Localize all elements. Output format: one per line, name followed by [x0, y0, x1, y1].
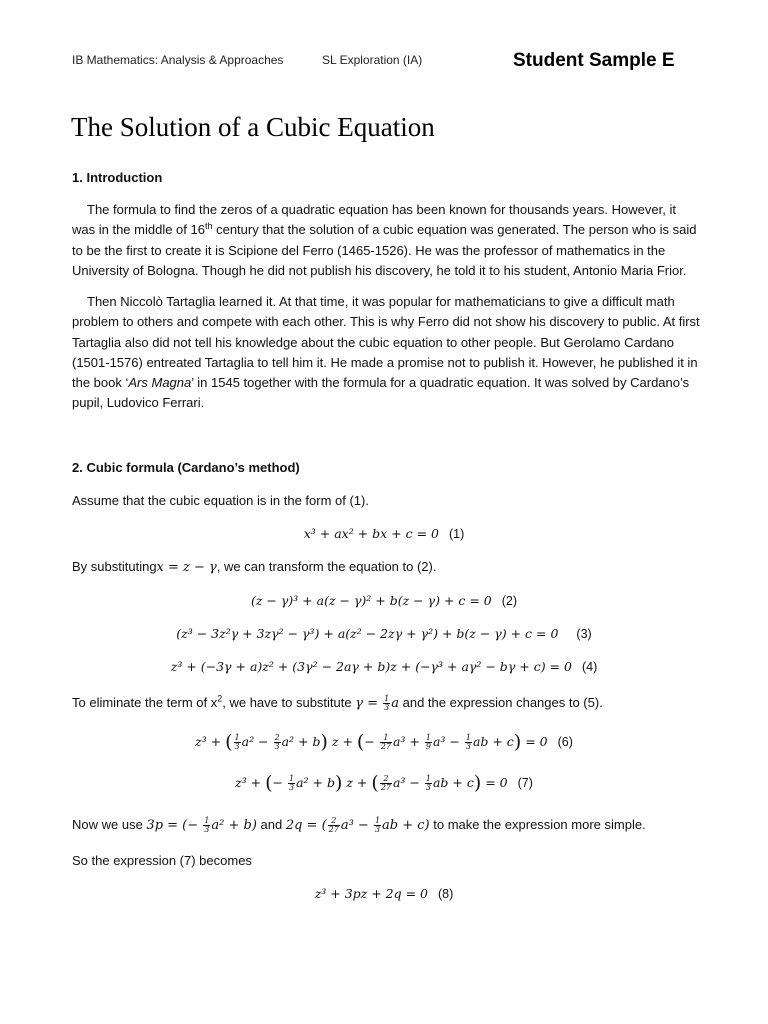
equation-4: z³ + (−3γ + a)z² + (3γ² − 2aγ + b)z + (−γ³ + aγ² − bγ + c) = 0 (4)	[170, 659, 598, 674]
section-2-heading: 2. Cubic formula (Cardano’s method)	[72, 460, 300, 475]
substitution-text: By substitutingx = z − γ, we can transform the equation to (2).	[72, 559, 437, 575]
equation-8: z³ + 3pz + 2q = 0 (8)	[314, 886, 454, 901]
header-course: IB Mathematics: Analysis & Approaches	[72, 53, 284, 67]
equation-1: x³ + ax² + bx + c = 0 (1)	[303, 526, 465, 541]
document-title: The Solution of a Cubic Equation	[71, 112, 435, 142]
equation-7: z³ + (− $\frac{1}{3}$ a² + b) z + ( $\frac{2}{27}$ a³ − $\frac{1}{3}$ ab + c) = 0 (7)	[235, 772, 533, 794]
elimination-text: To eliminate the term of $x^2$, we have to substitute γ = $\frac{1}{3}$ a and the expression changes to (5).	[72, 693, 603, 712]
equation-2: (z − γ)³ + a(z − γ)² + b(z − γ) + c = 0 (2)	[250, 593, 518, 608]
header-exploration: SL Exploration (IA)	[322, 53, 423, 67]
intro-paragraph-2: Then Niccolò Tartaglia learned it. At that time, it was popular for mathematicians to give a difficult math problem to others and compete with each other. This is why Ferro did not show his discovery to public. At first Tartaglia also did not tell his knowledge about the cubic equation to other people. But Gerolamo Cardano (1501-1576) entreated Tartaglia to tell him it. He made a promise not to publish it. However, he published it in the book ‘Ars Magna’ in 1545 together with the formula for a quadratic equation. It was solved by Cardano’s pupil, Ludovico Ferrari.	[72, 294, 700, 411]
intro-paragraph-1: The formula to find the zeros of a quadratic equation has been known for thousands years. However, it was in the middle of 16th century that the solution of a cubic equation was generated. The person who is said to be the first to create it is Scipione del Ferro (1465-1526). He was the professor of mathematics in the University of Bologna. Though he did not publish his discovery, he told it to his student, Antonio Maria Frior.	[72, 202, 697, 278]
so-expression-text: So the expression (7) becomes	[72, 853, 252, 868]
section-1-heading: 1. Introduction	[72, 170, 163, 185]
equation-3: (z³ − 3z²γ + 3zγ² − γ³) + a(z² − 2zγ + γ²) + b(z − γ) + c = 0 (3)	[176, 626, 592, 641]
assume-text: Assume that the cubic equation is in the form of (1).	[72, 493, 369, 508]
equation-6: z³ + ( $\frac{1}{3}$ a² − $\frac{2}{3}$ a² + b) z + (− $\frac{1}{27}$ a³ + $\frac{1}{9}$ a³ − $\frac{1}{3}$ ab + c) = 0 (6)	[195, 731, 573, 753]
header-sample-label: Student Sample E	[513, 50, 675, 71]
now-we-use-text: Now we use 3p = (− $\frac{1}{3}$ a² + b) and 2q = ( $\frac{2}{27}$ a³ − $\frac{1}{3}$ ab + c) to make the expression more simple.	[72, 816, 646, 834]
